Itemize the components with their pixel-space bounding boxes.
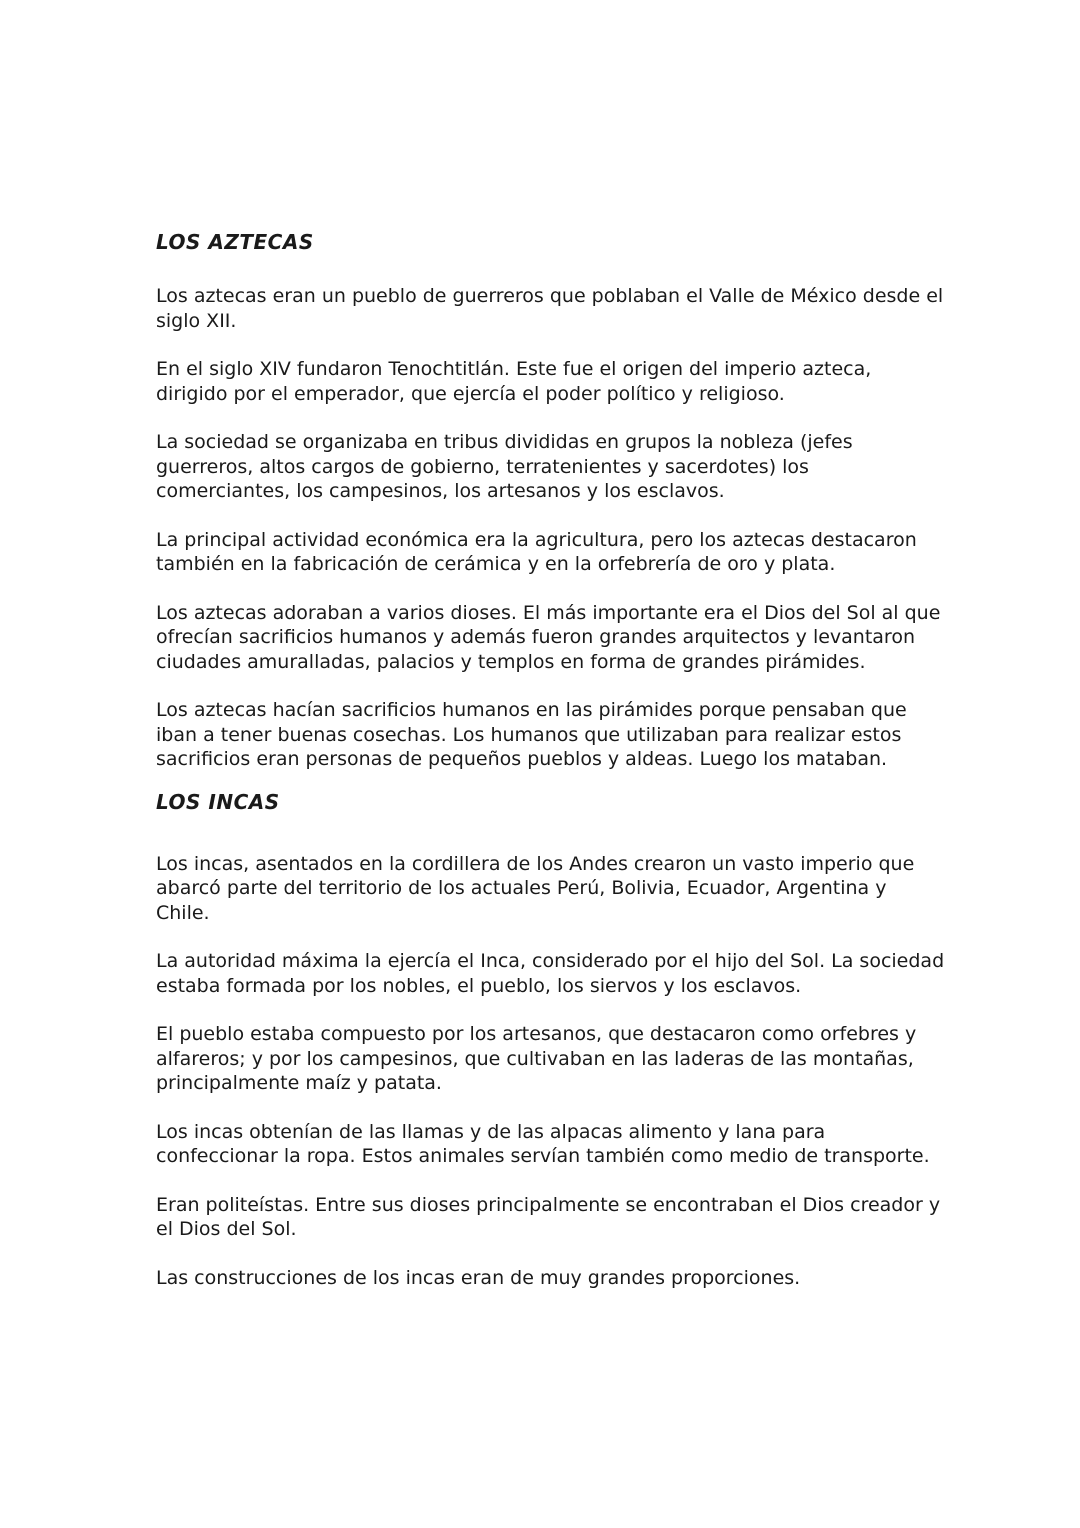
paragraph: La principal actividad económica era la agricultura, pero los aztecas destacaron también en la fabricación de cerámica y en la orfebrería de oro y plata. (156, 528, 917, 575)
paragraph: Los aztecas adoraban a varios dioses. El más importante era el Dios del Sol al que ofrecían sacrificios humanos y además fueron grandes arquitectos y levantaron ciudades amuralladas, palacios y templos en forma de grandes pirámides. (156, 601, 941, 673)
paragraph: Las construcciones de los incas eran de muy grandes proporciones. (156, 1266, 801, 1289)
document-page (156, 226, 946, 1314)
paragraph: Los incas obtenían de las llamas y de las alpacas alimento y lana para confeccionar la ropa. Estos animales servían también como medio de transporte. (156, 1120, 930, 1167)
paragraph: La sociedad se organizaba en tribus divididas en grupos la nobleza (jefes guerreros, altos cargos de gobierno, terratenientes y sacerdotes) los comerciantes, los campesinos, los artesanos y los esclavos. (156, 431, 853, 502)
paragraph: Los incas, asentados en la cordillera de los Andes crearon un vasto imperio que abarcó parte del territorio de los actuales Perú, Bolivia, Ecuador, Argentina y Chile. (156, 852, 915, 924)
paragraph: El pueblo estaba compuesto por los artesanos, que destacaron como orfebres y alfareros; y por los campesinos, que cultivaban en las laderas de las montañas, principalmente maíz y patata. (156, 1023, 917, 1094)
section-heading-incas: LOS INCAS (156, 789, 280, 814)
paragraph: Eran politeístas. Entre sus dioses principalmente se encontraban el Dios creador y el Dios del Sol. (156, 1193, 941, 1240)
paragraph: Los aztecas eran un pueblo de guerreros que poblaban el Valle de México desde el siglo XII. (156, 285, 944, 332)
paragraph: En el siglo XIV fundaron Tenochtitlán. Este fue el origen del imperio azteca, dirigido por el emperador, que ejercía el poder político y religioso. (156, 358, 872, 405)
paragraph: La autoridad máxima la ejercía el Inca, considerado por el hijo del Sol. La sociedad estaba formada por los nobles, el pueblo, los siervos y los esclavos. (156, 950, 945, 997)
paragraph: Los aztecas hacían sacrificios humanos en las pirámides porque pensaban que iban a tener buenas cosechas. Los humanos que utilizaban para realizar estos sacrificios eran personas de pequeños pueblos y aldeas. Luego los mataban. (156, 699, 907, 770)
section-heading-aztecas: LOS AZTECAS (156, 230, 314, 254)
